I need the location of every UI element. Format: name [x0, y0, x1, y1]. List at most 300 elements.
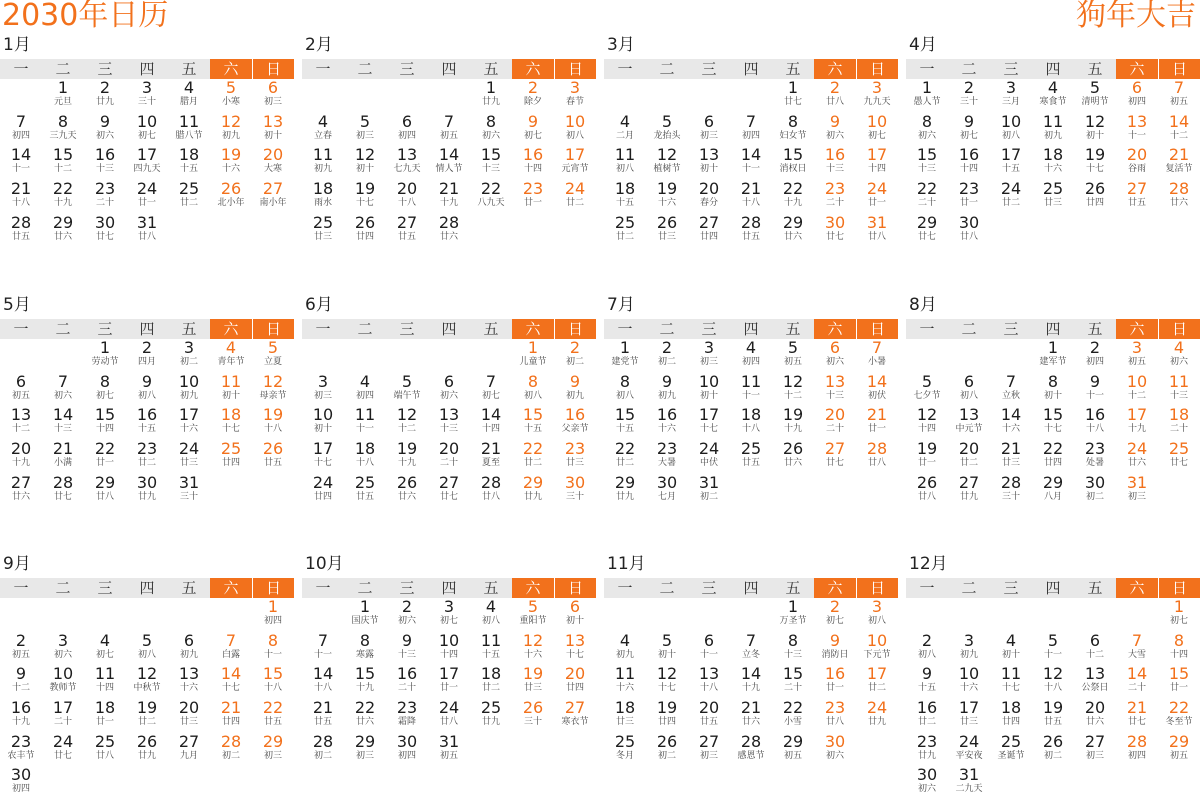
lunar-date-label: 初四: [1127, 750, 1146, 761]
day-number: 6: [267, 79, 279, 97]
lunar-date-label: 初二: [313, 750, 332, 761]
day-cell: [386, 665, 428, 699]
day-number: 25: [740, 440, 762, 459]
day-cell: [386, 373, 428, 407]
day-cell: [1116, 699, 1158, 733]
day-cell: [906, 632, 948, 666]
day-number: 6: [1089, 631, 1101, 650]
day-number: 10: [438, 631, 460, 650]
lunar-date-label: 小雪: [783, 717, 802, 728]
day-cell: [604, 146, 646, 180]
day-number: 26: [656, 732, 678, 751]
lunar-date-label: 初六: [825, 357, 844, 367]
day-number: 23: [958, 180, 980, 199]
day-cell: [604, 339, 646, 373]
weekday-label: 三: [688, 59, 730, 79]
day-number: 29: [52, 213, 74, 232]
weekday-header: [302, 578, 596, 598]
lunar-date-label: 十七: [565, 649, 584, 660]
weekday-label: 日: [252, 578, 294, 598]
day-number: 28: [480, 473, 502, 492]
lunar-date-label: 十三: [53, 424, 72, 435]
day-number: 2: [99, 79, 111, 97]
lunar-date-label: 初八: [137, 390, 156, 401]
month-calendar: [604, 553, 898, 766]
lunar-date-label: 立夏: [263, 357, 282, 367]
lunar-date-label: 南小年: [259, 198, 287, 209]
day-number: 30: [656, 473, 678, 492]
day-cell: [168, 632, 210, 666]
day-number: 15: [522, 406, 544, 425]
day-number: 18: [220, 406, 242, 425]
lunar-date-label: 初四: [11, 130, 30, 141]
day-cell: [688, 632, 730, 666]
day-cell: [210, 406, 252, 440]
lunar-date-label: 十八: [741, 198, 760, 209]
day-number: 1: [527, 339, 539, 357]
weekday-label: 日: [554, 59, 596, 79]
day-cell: [470, 699, 512, 733]
day-number: 30: [94, 213, 116, 232]
day-cell: [428, 113, 470, 147]
weekday-label: 二: [646, 59, 688, 79]
lunar-date-label: 廿六: [783, 458, 802, 469]
day-cell: [42, 474, 84, 508]
day-cell: [302, 180, 344, 214]
days-grid: [604, 79, 898, 247]
day-cell: [646, 632, 688, 666]
weekday-label: 六: [210, 578, 252, 598]
day-cell: [512, 699, 554, 733]
day-number: 4: [99, 631, 111, 650]
day-cell: [646, 146, 688, 180]
day-number: 16: [958, 146, 980, 165]
day-cell: [604, 665, 646, 699]
day-cell: [126, 474, 168, 508]
day-number: 22: [1168, 699, 1190, 718]
lunar-date-label: 儿童节: [519, 357, 547, 367]
day-cell: [428, 665, 470, 699]
day-number: 24: [1126, 440, 1148, 459]
lunar-date-label: 初十: [263, 130, 282, 141]
day-cell: [428, 214, 470, 248]
day-cell: [1032, 440, 1074, 474]
day-number: 29: [614, 473, 636, 492]
weekday-label: 四: [126, 59, 168, 79]
day-number: 17: [438, 665, 460, 684]
lunar-date-label: 十三: [825, 164, 844, 175]
day-cell: [730, 373, 772, 407]
day-number: 18: [480, 665, 502, 684]
lunar-date-label: 廿八: [917, 491, 936, 502]
day-cell: [344, 632, 386, 666]
lunar-date-label: 十一: [1085, 390, 1104, 401]
month-title: 8月: [909, 295, 937, 315]
lunar-date-label: 初五: [439, 750, 458, 761]
day-number: 5: [267, 339, 279, 357]
day-cell: [906, 214, 948, 248]
day-cell: [252, 113, 294, 147]
lunar-date-label: 二十: [825, 424, 844, 435]
lunar-date-label: 十三: [917, 164, 936, 175]
day-number: 26: [354, 213, 376, 232]
lunar-date-label: 三十: [137, 97, 156, 107]
day-cell: [428, 474, 470, 508]
lunar-date-label: 十三: [397, 649, 416, 660]
day-number: 1: [787, 79, 799, 97]
lunar-date-label: 除夕: [523, 97, 542, 107]
day-number: 30: [824, 732, 846, 751]
day-number: 8: [619, 372, 631, 391]
day-number: 22: [262, 699, 284, 718]
weekday-label: 五: [1074, 578, 1116, 598]
lunar-date-label: 廿七: [1169, 458, 1188, 469]
lunar-date-label: 廿九: [615, 491, 634, 502]
day-cell: [646, 406, 688, 440]
day-number: 25: [1042, 180, 1064, 199]
day-number: 7: [1173, 79, 1185, 97]
day-number: 11: [614, 665, 636, 684]
lunar-date-label: 廿二: [481, 683, 500, 694]
day-number: 24: [866, 699, 888, 718]
day-number: 14: [480, 406, 502, 425]
lunar-date-label: 初七: [137, 130, 156, 141]
lunar-date-label: 十二: [1169, 130, 1188, 141]
weekday-label: 一: [302, 319, 344, 339]
lunar-date-label: 初五: [11, 390, 30, 401]
day-number: 5: [1089, 79, 1101, 97]
day-number: 14: [438, 146, 460, 165]
weekday-label: 五: [168, 59, 210, 79]
lunar-date-label: 立秋: [1001, 390, 1020, 401]
lunar-date-label: 初三: [699, 357, 718, 367]
lunar-date-label: 十九: [783, 424, 802, 435]
lunar-date-label: 十七: [221, 424, 240, 435]
lunar-date-label: 十九: [397, 458, 416, 469]
day-number: 6: [703, 631, 715, 650]
days-grid: [0, 79, 294, 247]
lunar-date-label: 初四: [1085, 357, 1104, 367]
day-cell: [814, 665, 856, 699]
day-cell: [0, 665, 42, 699]
month-title: 4月: [909, 35, 937, 55]
day-cell: [772, 406, 814, 440]
day-number: 24: [312, 473, 334, 492]
lunar-date-label: 廿七: [783, 97, 802, 107]
lunar-date-label: 七月: [657, 491, 676, 502]
day-number: 1: [787, 598, 799, 616]
lunar-date-label: 廿五: [397, 231, 416, 242]
lunar-date-label: 十六: [1001, 424, 1020, 435]
day-number: 29: [94, 473, 116, 492]
day-cell: [1032, 146, 1074, 180]
lunar-date-label: 十七: [657, 683, 676, 694]
day-cell: [512, 113, 554, 147]
day-cell: [604, 406, 646, 440]
day-number: 6: [569, 598, 581, 616]
day-number: 27: [1084, 732, 1106, 751]
day-number: 31: [438, 732, 460, 751]
day-cell: [554, 474, 596, 508]
weekday-label: 四: [126, 578, 168, 598]
day-number: 19: [656, 180, 678, 199]
day-number: 30: [916, 766, 938, 785]
day-number: 5: [141, 631, 153, 650]
day-number: 27: [438, 473, 460, 492]
month-title: 11月: [607, 554, 646, 574]
lunar-date-label: 大暑: [657, 458, 676, 469]
lunar-date-label: 十七: [221, 683, 240, 694]
lunar-date-label: 建党节: [611, 357, 639, 367]
day-cell: [302, 373, 344, 407]
weekday-header: [604, 59, 898, 79]
lunar-date-label: 初六: [1169, 357, 1188, 367]
lunar-date-label: 初四: [1127, 97, 1146, 107]
lunar-date-label: 廿六: [355, 717, 374, 728]
lunar-date-label: 廿六: [439, 231, 458, 242]
day-cell: [948, 146, 990, 180]
weekday-label: 三: [84, 578, 126, 598]
day-cell: [84, 733, 126, 767]
lunar-date-label: 冬至节: [1165, 717, 1193, 728]
lunar-date-label: 四月: [137, 357, 156, 367]
day-number: 15: [1042, 406, 1064, 425]
day-number: 10: [564, 112, 586, 131]
day-cell: [948, 79, 990, 113]
day-cell: [688, 214, 730, 248]
month-calendar: [0, 294, 294, 507]
lunar-date-label: 十五: [917, 683, 936, 694]
lunar-date-label: 十九: [783, 198, 802, 209]
weekday-label: 五: [1074, 319, 1116, 339]
lunar-date-label: 初二: [657, 750, 676, 761]
day-number: 14: [1126, 665, 1148, 684]
day-number: 15: [262, 665, 284, 684]
day-cell: [210, 665, 252, 699]
day-number: 27: [1126, 180, 1148, 199]
day-cell: [906, 113, 948, 147]
lunar-date-label: 初二: [657, 357, 676, 367]
weekday-label: 四: [730, 319, 772, 339]
day-number: 25: [614, 213, 636, 232]
day-cell: [730, 440, 772, 474]
day-number: 14: [1000, 406, 1022, 425]
weekday-label: 四: [428, 578, 470, 598]
day-number: 23: [136, 440, 158, 459]
lunar-date-label: 初七: [1169, 616, 1188, 626]
lunar-date-label: 初三: [355, 750, 374, 761]
day-cell: [470, 665, 512, 699]
day-number: 17: [136, 146, 158, 165]
lunar-date-label: 初十: [699, 390, 718, 401]
lunar-date-label: 四九天: [133, 164, 161, 175]
day-cell: [126, 339, 168, 373]
day-number: 4: [619, 631, 631, 650]
lunar-date-label: 廿六: [741, 717, 760, 728]
day-number: 29: [782, 732, 804, 751]
day-number: 19: [262, 406, 284, 425]
day-cell: [814, 699, 856, 733]
lunar-date-label: 廿三: [1043, 198, 1062, 209]
days-grid: [906, 339, 1200, 507]
day-number: 28: [10, 213, 32, 232]
weekday-label: 五: [168, 578, 210, 598]
lunar-date-label: 廿三: [1001, 458, 1020, 469]
day-cell: [470, 406, 512, 440]
day-number: 9: [963, 112, 975, 131]
lunar-date-label: 初二: [1085, 491, 1104, 502]
lunar-date-label: 廿一: [523, 198, 542, 209]
day-cell: [554, 146, 596, 180]
day-cell: [604, 474, 646, 508]
day-cell: [0, 632, 42, 666]
lunar-date-label: 十一: [11, 164, 30, 175]
day-cell: [1032, 474, 1074, 508]
lunar-date-label: 十八: [1085, 424, 1104, 435]
day-number: 1: [57, 79, 69, 97]
lunar-date-label: 廿七: [53, 750, 72, 761]
day-number: 27: [262, 180, 284, 199]
lunar-date-label: 国庆节: [351, 616, 379, 626]
lunar-date-label: 三十: [959, 97, 978, 107]
month-title: 1月: [3, 35, 31, 55]
weekday-label: 二: [344, 578, 386, 598]
weekday-label: 四: [730, 578, 772, 598]
day-number: 20: [698, 699, 720, 718]
day-number: 21: [740, 180, 762, 199]
day-cell: [730, 146, 772, 180]
day-cell: [730, 214, 772, 248]
lunar-date-label: 初五: [783, 357, 802, 367]
day-cell: [0, 113, 42, 147]
day-number: 19: [782, 406, 804, 425]
lunar-date-label: 初七: [867, 130, 886, 141]
day-number: 10: [178, 372, 200, 391]
day-cell: [1158, 146, 1200, 180]
lunar-date-label: 初八: [137, 649, 156, 660]
day-number: 21: [52, 440, 74, 459]
weekday-label: 日: [1158, 578, 1200, 598]
weekday-label: 六: [512, 319, 554, 339]
day-number: 12: [396, 406, 418, 425]
day-number: 24: [178, 440, 200, 459]
weekday-label: 日: [554, 319, 596, 339]
day-cell: [730, 180, 772, 214]
lunar-date-label: 初四: [263, 616, 282, 626]
day-cell: [1032, 180, 1074, 214]
lunar-date-label: 十六: [1043, 164, 1062, 175]
day-number: 17: [958, 699, 980, 718]
lunar-date-label: 廿八: [825, 717, 844, 728]
day-cell: [386, 598, 428, 632]
lunar-date-label: 十三: [439, 424, 458, 435]
day-number: 18: [94, 699, 116, 718]
day-cell: [772, 440, 814, 474]
day-number: 9: [829, 112, 841, 131]
lunar-date-label: 廿九: [481, 97, 500, 107]
day-cell: [126, 632, 168, 666]
lunar-date-label: 植树节: [653, 164, 681, 175]
day-cell: [906, 79, 948, 113]
lunar-date-label: 下元节: [863, 649, 891, 660]
weekday-label: 一: [302, 578, 344, 598]
day-number: 3: [1131, 339, 1143, 357]
day-cell: [1158, 113, 1200, 147]
day-cell: [512, 632, 554, 666]
day-number: 8: [1173, 631, 1185, 650]
day-number: 23: [824, 699, 846, 718]
lunar-date-label: 十六: [179, 683, 198, 694]
day-cell: [906, 699, 948, 733]
weekday-label: 一: [906, 319, 948, 339]
day-number: 11: [740, 372, 762, 391]
day-cell: [126, 665, 168, 699]
day-cell: [84, 474, 126, 508]
day-cell: [470, 598, 512, 632]
day-number: 9: [921, 665, 933, 684]
day-cell: [604, 214, 646, 248]
days-grid: [906, 79, 1200, 247]
lunar-date-label: 廿一: [917, 458, 936, 469]
day-cell: [1074, 113, 1116, 147]
day-number: 1: [485, 79, 497, 97]
day-cell: [990, 373, 1032, 407]
day-number: 31: [866, 213, 888, 232]
lunar-date-label: 廿二: [1001, 198, 1020, 209]
lunar-date-label: 初八: [867, 616, 886, 626]
day-number: 28: [52, 473, 74, 492]
lunar-date-label: 廿六: [1169, 198, 1188, 209]
day-number: 7: [485, 372, 497, 391]
lunar-date-label: 廿二: [615, 458, 634, 469]
lunar-date-label: 初八: [615, 164, 634, 175]
lunar-date-label: 十四: [523, 164, 542, 175]
weekday-label: 六: [814, 578, 856, 598]
lunar-date-label: 廿五: [1043, 717, 1062, 728]
day-number: 11: [1000, 665, 1022, 684]
weekday-label: 五: [772, 59, 814, 79]
lunar-date-label: 廿二: [137, 458, 156, 469]
day-cell: [646, 440, 688, 474]
day-cell: [604, 440, 646, 474]
day-cell: [210, 339, 252, 373]
day-cell: [428, 406, 470, 440]
lunar-date-label: 廿七: [917, 231, 936, 242]
day-cell: [990, 474, 1032, 508]
day-number: 31: [698, 473, 720, 492]
lunar-date-label: 二十: [1169, 424, 1188, 435]
day-cell: [814, 406, 856, 440]
month-title: 9月: [3, 554, 31, 574]
day-cell: [814, 113, 856, 147]
day-number: 24: [698, 440, 720, 459]
day-number: 26: [220, 180, 242, 199]
day-number: 10: [1126, 372, 1148, 391]
lunar-date-label: 初四: [741, 357, 760, 367]
lunar-date-label: 十二: [11, 683, 30, 694]
day-number: 23: [522, 180, 544, 199]
lunar-date-label: 十五: [137, 424, 156, 435]
day-cell: [688, 440, 730, 474]
month-title: 10月: [305, 554, 344, 574]
day-cell: [948, 440, 990, 474]
day-number: 6: [829, 339, 841, 357]
lunar-date-label: 十四: [481, 424, 500, 435]
day-cell: [772, 214, 814, 248]
day-cell: [512, 79, 554, 113]
day-number: 25: [94, 732, 116, 751]
day-number: 9: [141, 372, 153, 391]
